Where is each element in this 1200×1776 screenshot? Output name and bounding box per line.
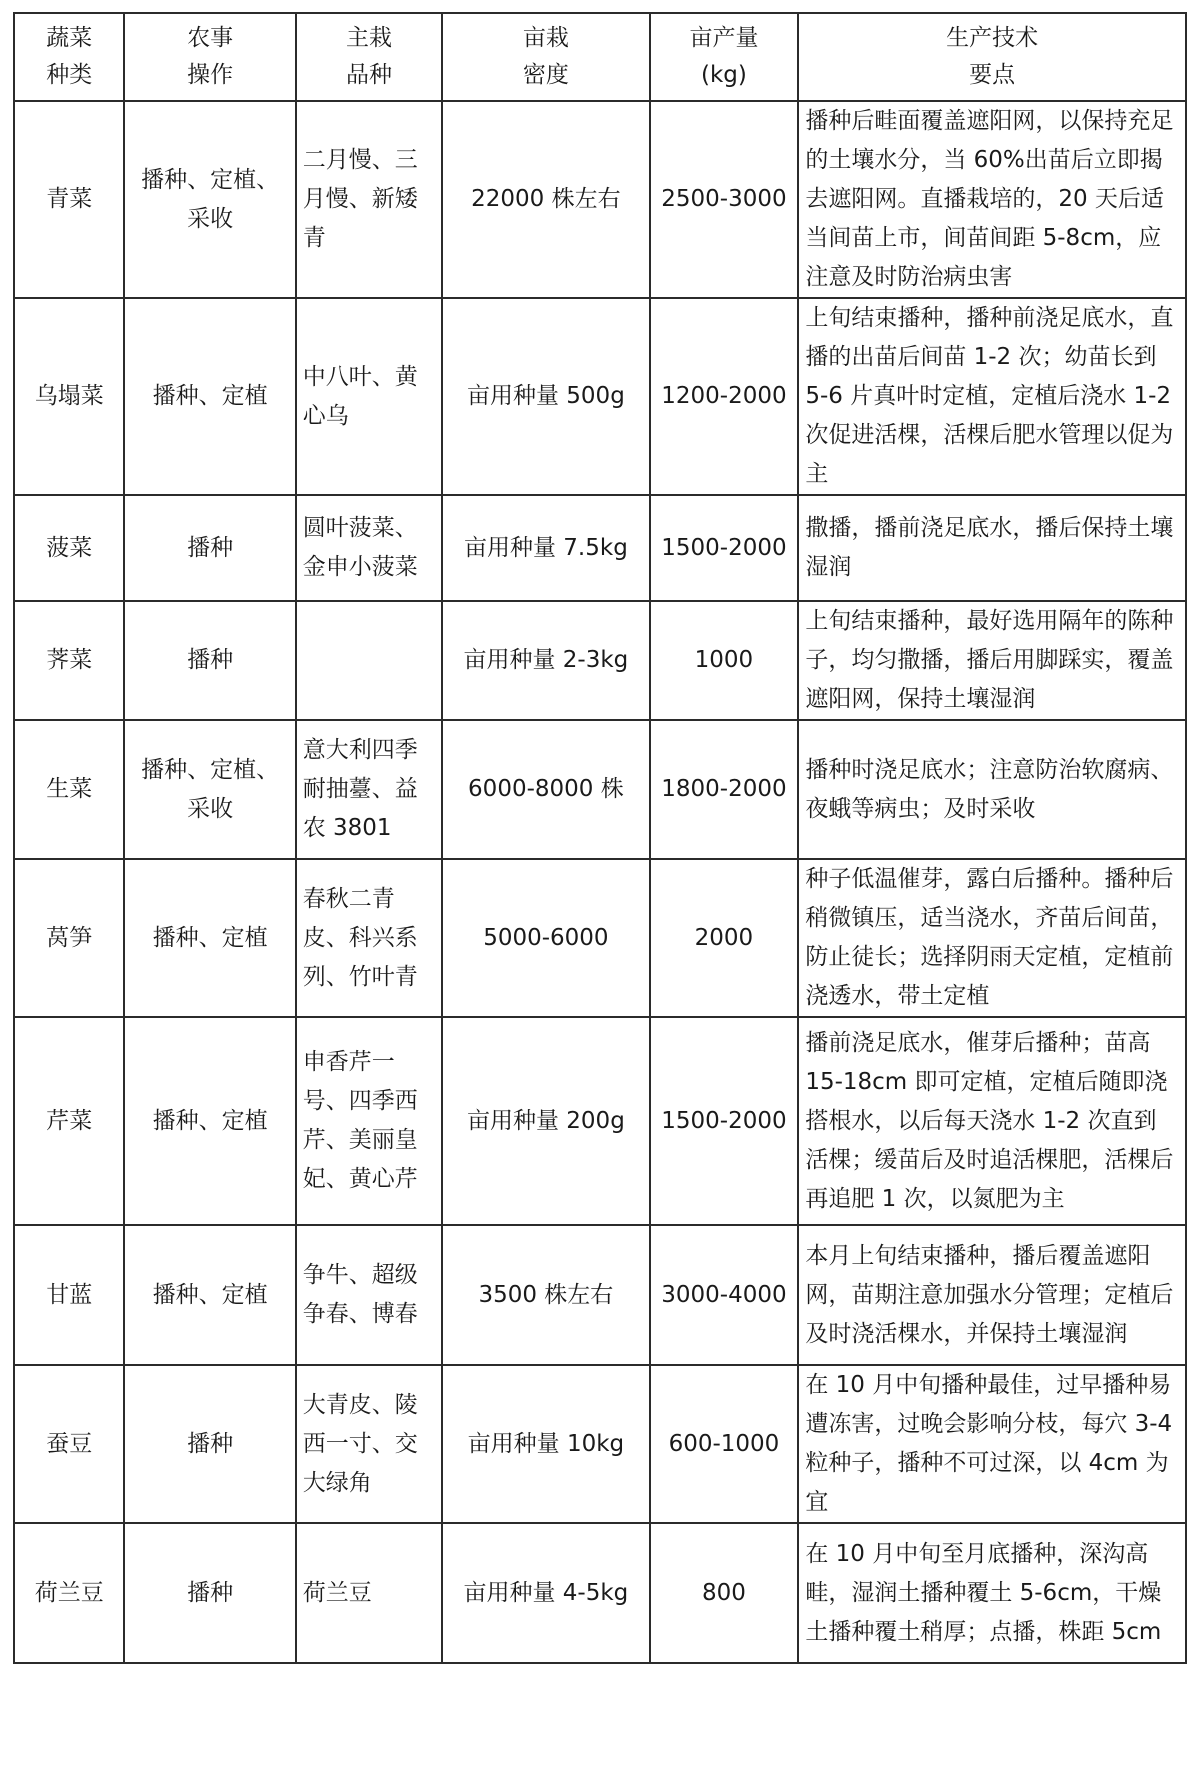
cell-density: 亩用种量 4-5kg [442, 1523, 649, 1663]
table-header [14, 13, 1186, 101]
cell-variety: 荷兰豆 [296, 1523, 443, 1663]
cell-yield: 1200-2000 [650, 298, 799, 495]
cell-yield: 1500-2000 [650, 1017, 799, 1225]
cell-tech-points: 本月上旬结束播种，播后覆盖遮阳网，苗期注意加强水分管理；定植后及时浇活棵水，并保持土壤湿润 [798, 1225, 1186, 1365]
cell-operation: 播种、定植 [124, 859, 295, 1017]
cell-variety: 春秋二青皮、科兴系列、竹叶青 [296, 859, 443, 1017]
cell-vegetable-type: 乌塌菜 [14, 298, 124, 495]
cell-operation: 播种 [124, 601, 295, 720]
cell-vegetable-type: 蚕豆 [14, 1365, 124, 1523]
cell-yield: 1800-2000 [650, 720, 799, 859]
table-row [14, 720, 1186, 859]
cell-variety: 申香芹一号、四季西芹、美丽皇妃、黄心芹 [296, 1017, 443, 1225]
header-technical-points: 生产技术 要点 [798, 13, 1186, 101]
cell-density: 亩用种量 500g [442, 298, 649, 495]
cell-variety: 二月慢、三月慢、新矮青 [296, 101, 443, 298]
header-operation: 农事 操作 [124, 13, 295, 101]
cell-yield: 600-1000 [650, 1365, 799, 1523]
cell-density: 6000-8000 株 [442, 720, 649, 859]
cell-yield: 2000 [650, 859, 799, 1017]
cell-vegetable-type: 莴笋 [14, 859, 124, 1017]
cell-variety: 中八叶、黄心乌 [296, 298, 443, 495]
cell-variety [296, 601, 443, 720]
vegetable-production-table [13, 12, 1187, 1664]
cell-tech-points: 播种后畦面覆盖遮阳网，以保持充足的土壤水分，当 60%出苗后立即揭去遮阳网。直播栽培的，20 天后适当间苗上市，间苗间距 5-8cm，应注意及时防治病虫害 [798, 101, 1186, 298]
header-vegetable-type: 蔬菜 种类 [14, 13, 124, 101]
table-row [14, 1017, 1186, 1225]
cell-yield: 800 [650, 1523, 799, 1663]
cell-vegetable-type: 芹菜 [14, 1017, 124, 1225]
table-row [14, 101, 1186, 298]
cell-variety: 意大利四季耐抽薹、益农 3801 [296, 720, 443, 859]
table-row [14, 298, 1186, 495]
cell-density: 22000 株左右 [442, 101, 649, 298]
cell-tech-points: 播种时浇足底水；注意防治软腐病、夜蛾等病虫；及时采收 [798, 720, 1186, 859]
cell-tech-points: 撒播，播前浇足底水，播后保持土壤湿润 [798, 495, 1186, 601]
table-row [14, 1523, 1186, 1663]
table-body [14, 101, 1186, 1663]
cell-operation: 播种、定植 [124, 298, 295, 495]
cell-vegetable-type: 生菜 [14, 720, 124, 859]
table-row [14, 1225, 1186, 1365]
cell-tech-points: 上旬结束播种，播种前浇足底水，直播的出苗后间苗 1-2 次；幼苗长到 5-6 片真叶时定植，定植后浇水 1-2 次促进活棵，活棵后肥水管理以促为主 [798, 298, 1186, 495]
cell-yield: 1500-2000 [650, 495, 799, 601]
cell-tech-points: 在 10 月中旬至月底播种，深沟高畦，湿润土播种覆土 5-6cm，干燥土播种覆土稍厚；点播，株距 5cm [798, 1523, 1186, 1663]
cell-operation: 播种 [124, 495, 295, 601]
cell-operation: 播种、定植 [124, 1225, 295, 1365]
cell-vegetable-type: 青菜 [14, 101, 124, 298]
cell-density: 亩用种量 10kg [442, 1365, 649, 1523]
cell-yield: 3000-4000 [650, 1225, 799, 1365]
cell-density: 3500 株左右 [442, 1225, 649, 1365]
table-row [14, 601, 1186, 720]
cell-operation: 播种 [124, 1365, 295, 1523]
cell-density: 亩用种量 200g [442, 1017, 649, 1225]
cell-density: 5000-6000 [442, 859, 649, 1017]
cell-variety: 圆叶菠菜、金申小菠菜 [296, 495, 443, 601]
table-row [14, 1365, 1186, 1523]
table-row [14, 495, 1186, 601]
cell-tech-points: 播前浇足底水，催芽后播种；苗高 15-18cm 即可定植，定植后随即浇搭根水，以后每天浇水 1-2 次直到活棵；缓苗后及时追活棵肥，活棵后再追肥 1 次，以氮肥为主 [798, 1017, 1186, 1225]
header-yield: 亩产量 (kg) [650, 13, 799, 101]
cell-yield: 2500-3000 [650, 101, 799, 298]
cell-vegetable-type: 荠菜 [14, 601, 124, 720]
cell-tech-points: 种子低温催芽，露白后播种。播种后稍微镇压，适当浇水，齐苗后间苗，防止徒长；选择阴雨天定植，定植前浇透水，带土定植 [798, 859, 1186, 1017]
cell-operation: 播种、定植、采收 [124, 720, 295, 859]
cell-density: 亩用种量 2-3kg [442, 601, 649, 720]
header-main-variety: 主栽 品种 [296, 13, 443, 101]
header-row [14, 13, 1186, 101]
cell-yield: 1000 [650, 601, 799, 720]
cell-operation: 播种、定植 [124, 1017, 295, 1225]
cell-variety: 大青皮、陵西一寸、交大绿角 [296, 1365, 443, 1523]
cell-operation: 播种、定植、采收 [124, 101, 295, 298]
cell-density: 亩用种量 7.5kg [442, 495, 649, 601]
cell-vegetable-type: 荷兰豆 [14, 1523, 124, 1663]
cell-variety: 争牛、超级争春、博春 [296, 1225, 443, 1365]
header-planting-density: 亩栽 密度 [442, 13, 649, 101]
cell-tech-points: 上旬结束播种，最好选用隔年的陈种子，均匀撒播，播后用脚踩实，覆盖遮阳网，保持土壤湿润 [798, 601, 1186, 720]
table-row [14, 859, 1186, 1017]
cell-tech-points: 在 10 月中旬播种最佳，过早播种易遭冻害，过晚会影响分枝，每穴 3-4 粒种子，播种不可过深，以 4cm 为宜 [798, 1365, 1186, 1523]
cell-vegetable-type: 甘蓝 [14, 1225, 124, 1365]
cell-vegetable-type: 菠菜 [14, 495, 124, 601]
cell-operation: 播种 [124, 1523, 295, 1663]
